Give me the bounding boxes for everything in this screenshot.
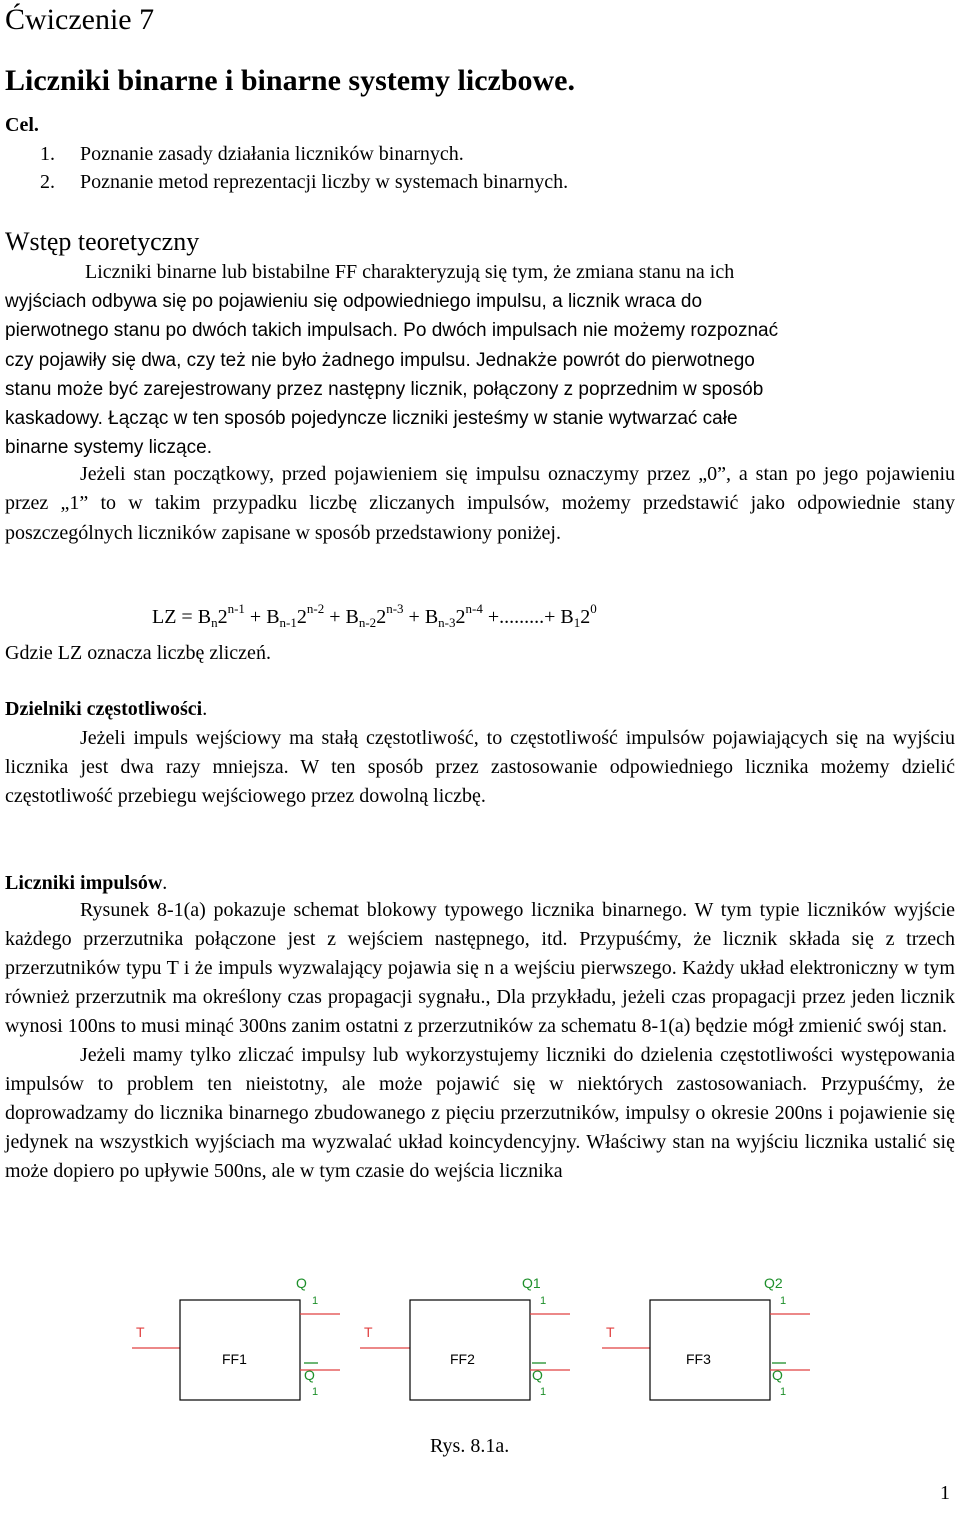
ff3-name: FF3 (686, 1351, 711, 1367)
ff1-name: FF1 (222, 1351, 247, 1367)
chapter-heading: Ćwiczenie 7 (5, 3, 155, 36)
ff3-q-label: Q2 (764, 1275, 783, 1291)
svg-text:1: 1 (540, 1295, 547, 1307)
counters-paragraph-1: Rysunek 8-1(a) pokazuje schemat blokowy typowego licznika binarnego. W tym typie liczników wyjście każdego przerzutnika połączone jest z wejściem następnego, itd. Przypuśćmy, że licznik składa się z trzech przerzutników typu T i że impuls wyzwalający pojawia się n a wejściu pierwszego. Każdy układ elektroniczny w tym również przerzutnik ma określony czas propagacji sygnału., Dla przykładu, jeżeli czas propagacji przez jeden licznik wynosi 100ns to musi minąć 300ns zanim ostatni z przerzutników za schematu 8-1(a) będzie mógł zmienić swój stan. (5, 899, 955, 1037)
counters-paragraph-2: Jeżeli mamy tylko zliczać impulsy lub wykorzystujemy liczniki do dzielenia częstotliwości występowania impulsów to problem ten nieistotny, ale może pojawić się w niektórych zastosowaniach. Przypuśćmy, że doprowadzamy do licznika binarnego zbudowanego z pięciu przerzutników, impulsy o okresie 200ns i pojawienie się jedynek na wszystkich wyjściach ma wyzwalać układ koincydencyjny. Właściwy stan na wyjściu licznika ustalić się może dopiero po upływie 500ns, ale w tym czasie do wejścia licznika (5, 1044, 955, 1182)
ff1-q-label: Q (296, 1275, 307, 1291)
flipflop-ff3 (602, 1275, 810, 1400)
svg-text:1: 1 (780, 1295, 787, 1307)
ff1-qbar-label: Q (304, 1367, 315, 1383)
ff2-q-label: Q1 (522, 1275, 541, 1291)
counters-paragraphs (5, 896, 955, 1186)
ff1-input-label: T (136, 1324, 145, 1340)
counting-formula: LZ = $B_n2^{n-1} + B_{n-1}2^{n-2} + B_{n-2}2^{n-3} + B_{n-3}2^{n-4}$ +.........+ $B_12^0$ (152, 601, 597, 630)
figure-caption: Rys. 8.1a. (430, 1435, 510, 1457)
ff2-box (410, 1300, 530, 1400)
dividers-paragraph: Jeżeli impuls wejściowy ma stałą częstotliwość, to częstotliwość impulsów pojawiających się na wyjściu licznika jest dwa razy mniejsza. W ten sposób przez zastosowanie odpowiedniego licznika możemy dzielić częstotliwość przebiegu wejściowego przez dowolną liczbę. (5, 727, 955, 807)
page-number: 1 (940, 1482, 950, 1504)
svg-text:1: 1 (312, 1295, 319, 1307)
intro-paragraph-2: Jeżeli stan początkowy, przed pojawieniem się impulsu oznaczymy przez „0”, a stan po jego pojawieniu przez „1” to w takim przypadku liczbę zliczanych impulsów, możemy przedstawić jako odpowiednie stany poszczególnych liczników zapisane w sposób przedstawiony poniżej. (5, 463, 955, 544)
formula-explanation: Gdzie LZ oznacza liczbę zliczeń. (5, 642, 271, 664)
goals-label: Cel. (5, 114, 39, 136)
flipflop-diagram (120, 1270, 820, 1410)
flipflop-ff1 (132, 1275, 340, 1400)
intro-paragraph-1: Liczniki binarne lub bistabilne FF charakteryzują się tym, że zmiana stanu na ich wyjściach odbywa się po pojawieniu się odpowiedniego impulsu, a licznik wraca do pierwotnego stanu po dwóch takich impulsach. Po dwóch impulsach nie możemy rozpoznać czy pojawiły się dwa, czy też nie było żadnego impulsu. Jednakże powrót do pierwotnego stanu może być zarejestrowany przez następny licznik, połączony z poprzednim w sposób kaskadowy. Łącząc w ten sposób pojedyncze liczniki jesteśmy w stanie wytwarzać całe binarne systemy liczące. (5, 261, 779, 459)
ff3-input-label: T (606, 1324, 615, 1340)
ff3-qbar-label: Q (772, 1367, 783, 1383)
goals-list (0, 140, 568, 196)
goal-item: 1. Poznanie zasady działania liczników binarnych. (40, 143, 464, 165)
section-heading-dividers: Dzielniki częstotliwości. (5, 698, 208, 720)
ff2-input-label: T (364, 1324, 373, 1340)
ff2-qbar-label: Q (532, 1367, 543, 1383)
section-heading-intro: Wstęp teoretyczny (5, 227, 200, 256)
ff3-box (650, 1300, 770, 1400)
svg-text:1: 1 (780, 1386, 787, 1398)
svg-text:1: 1 (540, 1386, 547, 1398)
flipflop-ff2 (360, 1275, 570, 1400)
ff2-name: FF2 (450, 1351, 475, 1367)
goal-item: 2. Poznanie metod reprezentacji liczby w systemach binarnych. (40, 171, 569, 193)
ff1-box (180, 1300, 300, 1400)
svg-text:1: 1 (312, 1386, 319, 1398)
section-heading-counters: Liczniki impulsów. (5, 872, 168, 894)
document-title: Liczniki binarne i binarne systemy liczbowe. (5, 64, 575, 97)
